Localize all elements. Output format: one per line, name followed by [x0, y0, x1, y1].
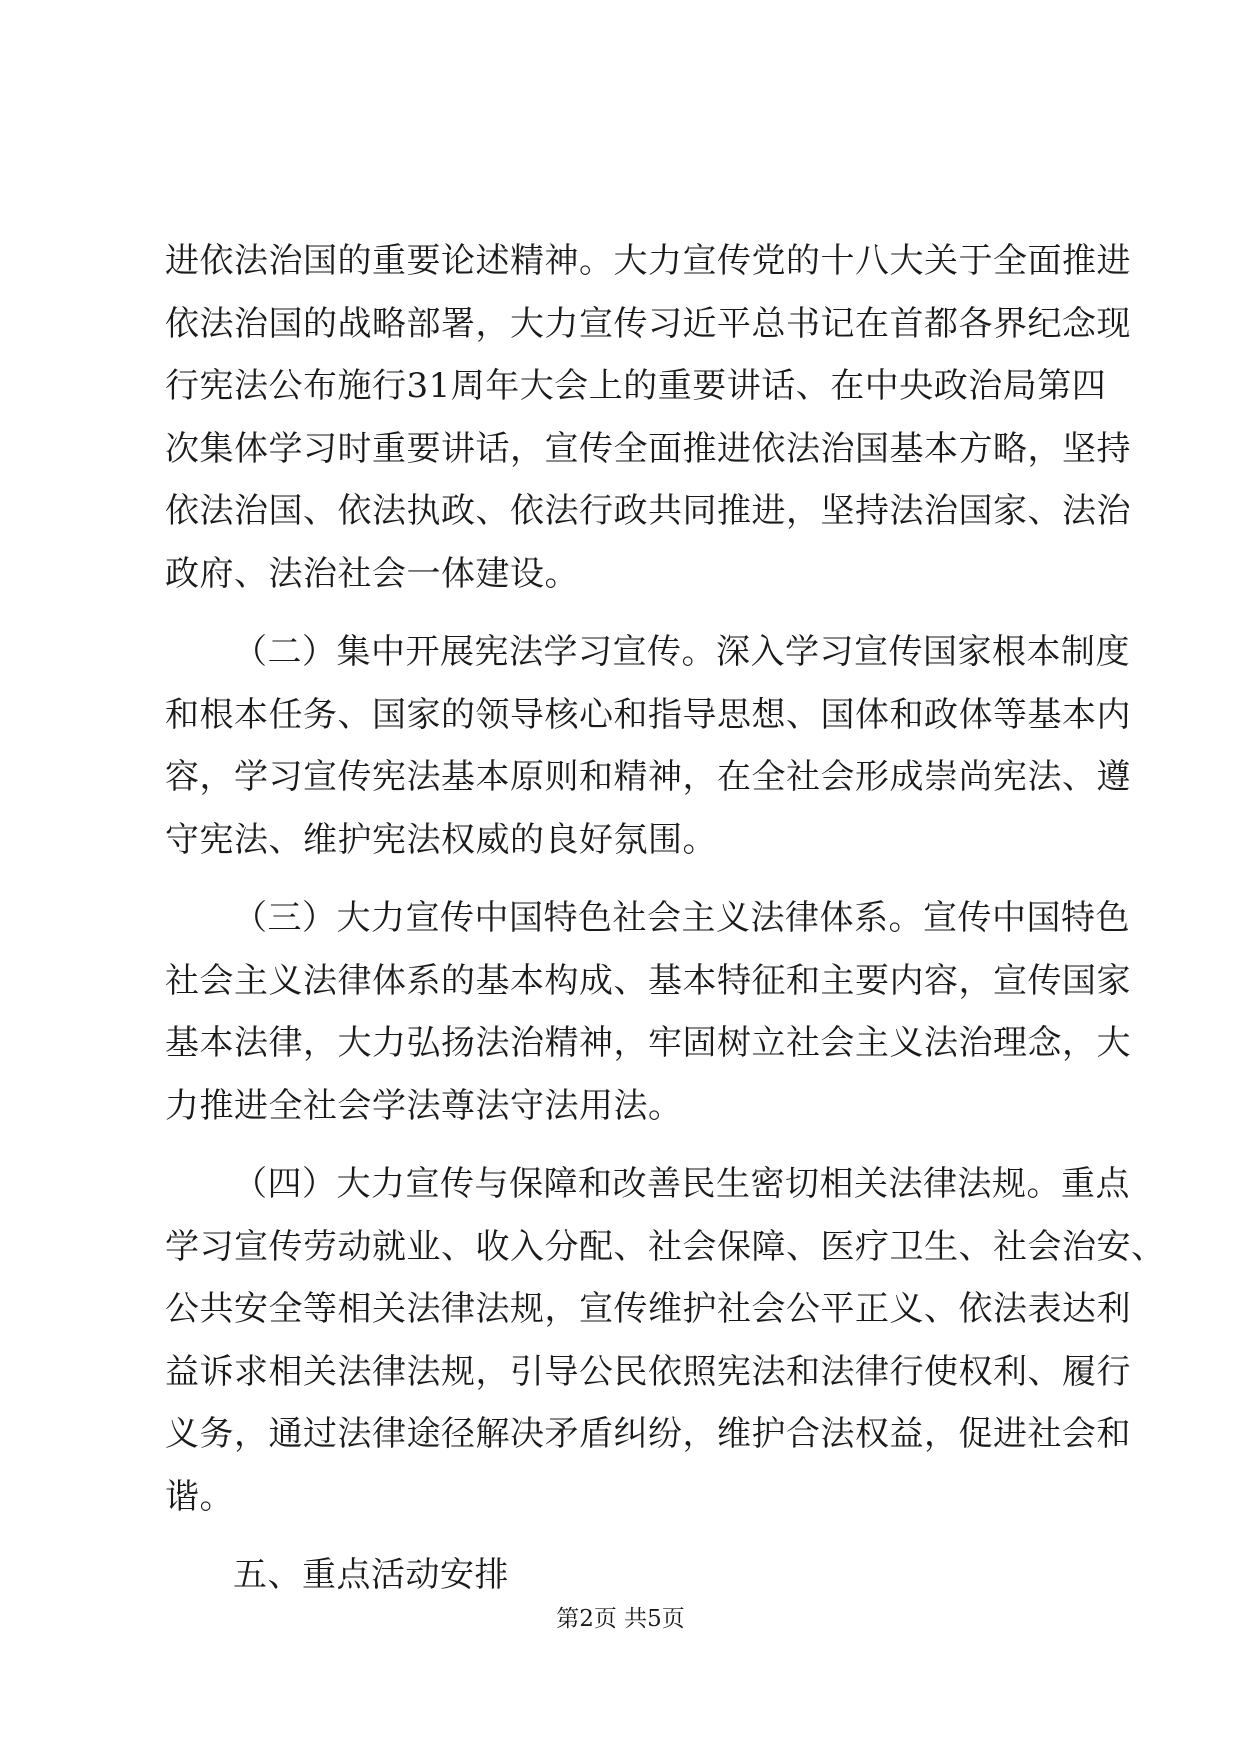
- text-line: 政府、法治社会一体建设。: [165, 553, 579, 594]
- text-line: 益诉求相关法律法规，引导公民依照宪法和法律行使权利、履行: [165, 1351, 1131, 1392]
- text-line: 依法治国、依法执政、依法行政共同推进，坚持法治国家、法治: [165, 491, 1131, 531]
- text-line: 义务，通过法律途径解决矛盾纠纷，维护合法权益，促进社会和: [165, 1414, 1131, 1454]
- text-line: （三）大力宣传中国特色社会主义法律体系。宣传中国特色: [233, 898, 1130, 938]
- text-line: 行宪法公布施行31周年大会上的重要讲话、在中央政治局第四: [165, 366, 1107, 406]
- paragraph: [165, 887, 1131, 1137]
- text-line: 进依法治国的重要论述精神。大力宣传党的十八大关于全面推进: [165, 241, 1131, 281]
- text-line: （二）集中开展宪法学习宣传。深入学习宣传国家根本制度: [233, 632, 1130, 672]
- text-line: 次集体学习时重要讲话，宣传全面推进依法治国基本方略，坚持: [165, 428, 1131, 469]
- document-body: [165, 230, 1166, 1607]
- paragraph: [165, 1153, 1166, 1528]
- text-line: 和根本任务、国家的领导核心和指导思想、国体和政体等基本内: [165, 694, 1131, 735]
- text-line: 力推进全社会学法尊法守法用法。: [165, 1085, 683, 1126]
- text-line: 公共安全等相关法律法规，宣传维护社会公平正义、依法表达利: [165, 1289, 1131, 1329]
- page-number-footer: 第2页 共5页: [556, 1606, 685, 1632]
- text-line: （四）大力宣传与保障和改善民生密切相关法律法规。重点: [233, 1164, 1130, 1204]
- text-line: 社会主义法律体系的基本构成、基本特征和主要内容，宣传国家: [165, 960, 1131, 1001]
- text-line: 谐。: [165, 1476, 234, 1517]
- text-line: 守宪法、维护宪法权威的良好氛围。: [165, 819, 717, 860]
- paragraph: [165, 230, 1131, 605]
- text-line: 基本法律，大力弘扬法治精神，牢固树立社会主义法治理念，大: [165, 1023, 1131, 1063]
- section-heading: 五、重点活动安排: [233, 1555, 509, 1595]
- text-line: 容，学习宣传宪法基本原则和精神，在全社会形成崇尚宪法、遵: [165, 757, 1131, 797]
- paragraph: [165, 621, 1131, 871]
- text-line: 依法治国的战略部署，大力宣传习近平总书记在首都各界纪念现: [165, 303, 1131, 344]
- text-line: 学习宣传劳动就业、收入分配、社会保障、医疗卫生、社会治安、: [165, 1226, 1166, 1267]
